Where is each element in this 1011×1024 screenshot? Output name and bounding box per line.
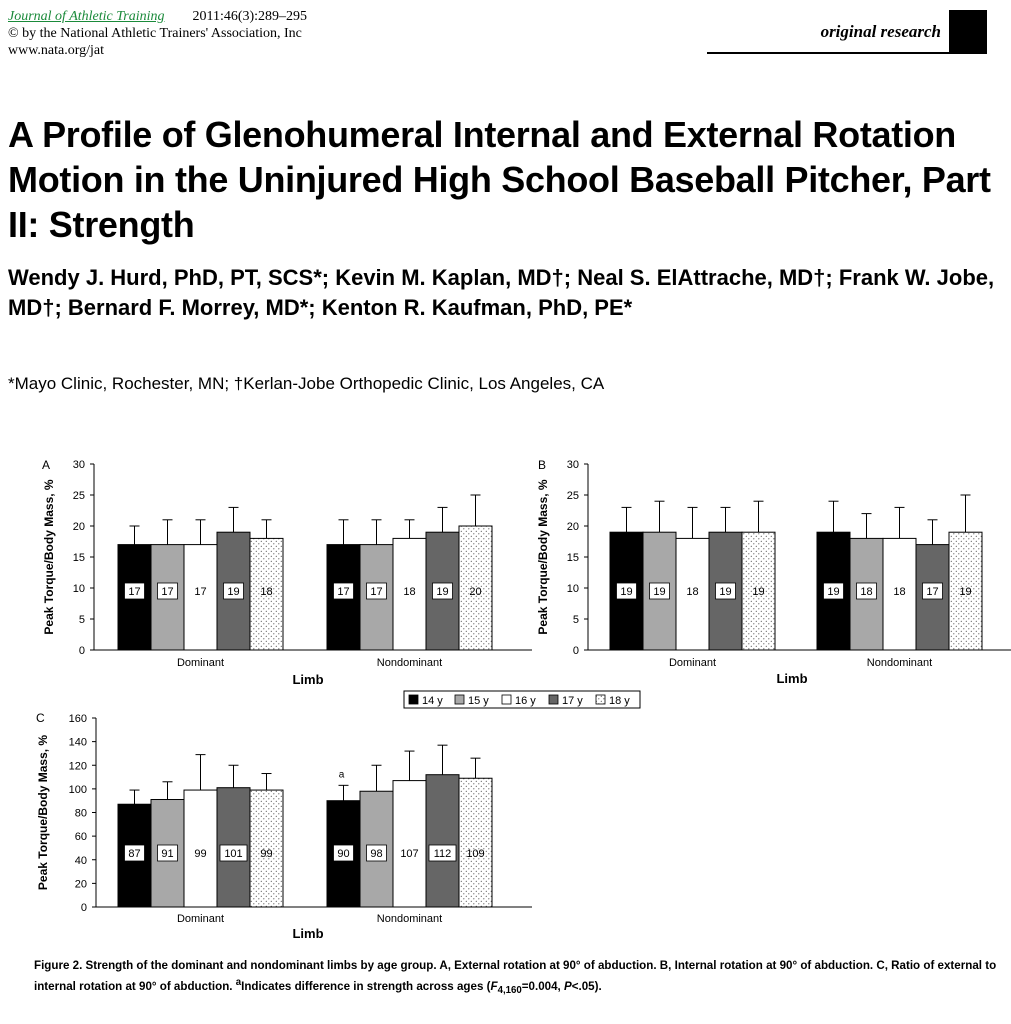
y-tick-label: 10 <box>72 583 85 595</box>
y-tick-label: 25 <box>566 490 579 502</box>
chart-panel-a <box>42 458 532 687</box>
y-tick-label: 80 <box>74 807 87 820</box>
chart-panel-c <box>36 711 532 941</box>
data-label: 19 <box>959 586 972 598</box>
x-axis-label: Limb <box>776 671 808 686</box>
data-label: 98 <box>370 848 383 860</box>
data-label: 18 <box>403 586 416 598</box>
caption-text-2: Indicates difference in strength across ages ( <box>241 979 491 993</box>
x-category-label: Dominant <box>176 913 225 925</box>
data-label: 19 <box>752 586 765 598</box>
journal-url: www.nata.org/jat <box>8 43 105 58</box>
y-tick-label: 30 <box>72 459 85 471</box>
copyright: © by the National Athletic Trainers' Association, Inc <box>8 26 302 41</box>
panel-letter: A <box>42 458 51 472</box>
y-tick-label: 0 <box>80 902 87 914</box>
significance-annotation: a <box>338 769 345 781</box>
y-tick-label: 20 <box>566 521 579 533</box>
y-tick-label: 120 <box>68 760 87 773</box>
y-tick-label: 5 <box>572 614 579 626</box>
y-tick-label: 30 <box>566 459 579 471</box>
data-label: 20 <box>469 586 482 598</box>
data-label: 19 <box>827 586 840 598</box>
x-category-label: Nondominant <box>376 913 443 925</box>
data-label: 17 <box>370 586 383 598</box>
legend-swatch <box>502 695 511 704</box>
section-label: original research <box>820 22 941 41</box>
journal-title[interactable]: Journal of Athletic Training <box>8 9 165 24</box>
data-label: 18 <box>260 586 273 598</box>
y-axis-label: Peak Torque/Body Mass, % <box>36 734 50 891</box>
y-axis-label: Peak Torque/Body Mass, % <box>42 479 56 635</box>
data-label: 112 <box>433 848 452 860</box>
y-tick-label: 0 <box>78 645 85 657</box>
caption-f: F <box>490 979 498 993</box>
legend-swatch <box>409 695 418 704</box>
data-label: 99 <box>260 848 273 860</box>
data-label: 18 <box>860 586 873 598</box>
panel-letter: B <box>538 458 547 472</box>
legend-label: 16 y <box>515 695 536 707</box>
y-tick-label: 25 <box>72 490 85 502</box>
data-label: 90 <box>337 848 350 860</box>
y-tick-label: 160 <box>68 713 87 725</box>
data-label: 17 <box>161 586 174 598</box>
data-label: 19 <box>653 586 666 598</box>
data-label: 19 <box>620 586 633 598</box>
data-label: 101 <box>224 848 243 860</box>
y-tick-label: 140 <box>68 736 87 749</box>
bar <box>426 775 459 907</box>
x-axis-label: Limb <box>292 672 324 687</box>
legend-label: 18 y <box>609 695 630 707</box>
x-axis-label: Limb <box>292 926 324 941</box>
data-label: 18 <box>893 586 906 598</box>
data-label: 17 <box>337 586 350 598</box>
caption-text-1: Figure 2. Strength of the dominant and nondominant limbs by age group. A, External rotation at 90° of abduction. B, Internal rotation at 90° of abduction. C, Ratio of external to internal rotation at 90° of abduction. <box>34 959 997 993</box>
article-authors: Wendy J. Hurd, PhD, PT, SCS*; Kevin M. Kaplan, MD†; Neal S. ElAttrache, MD†; Frank W. Jobe, MD†; Bernard F. Morrey, MD*; Kenton R. Kaufman, PhD, PE* <box>8 265 995 320</box>
y-tick-label: 15 <box>72 552 85 564</box>
y-tick-label: 10 <box>566 583 579 595</box>
x-category-label: Nondominant <box>376 657 443 669</box>
x-category-label: Nondominant <box>866 657 933 669</box>
y-tick-label: 15 <box>566 552 579 564</box>
article-title: A Profile of Glenohumeral Internal and External Rotation Motion in the Uninjured High School Baseball Pitcher, Part II: Strength <box>8 114 991 245</box>
data-label: 17 <box>194 586 207 598</box>
legend-label: 17 y <box>562 695 583 707</box>
citation: 2011:46(3):289–295 <box>192 9 308 24</box>
data-label: 19 <box>719 586 732 598</box>
data-label: 18 <box>686 586 699 598</box>
data-label: 91 <box>161 848 174 860</box>
legend-label: 14 y <box>422 695 443 707</box>
legend-swatch <box>596 695 605 704</box>
y-tick-label: 60 <box>74 831 87 844</box>
caption-text-4: <.05). <box>571 979 602 993</box>
x-category-label: Dominant <box>668 657 717 669</box>
data-label: 19 <box>227 586 240 598</box>
caption-p: P <box>563 979 572 993</box>
legend-swatch <box>455 695 464 704</box>
bar <box>393 781 426 907</box>
y-tick-label: 5 <box>78 614 85 626</box>
caption-f-sub: 4,160 <box>497 985 522 997</box>
y-tick-label: 100 <box>68 783 87 796</box>
legend-label: 15 y <box>468 695 489 707</box>
y-tick-label: 0 <box>572 645 579 657</box>
y-tick-label: 20 <box>72 521 85 533</box>
y-axis-label: Peak Torque/Body Mass, % <box>536 479 550 635</box>
data-label: 17 <box>926 586 939 598</box>
chart-panel-b <box>536 458 1011 686</box>
chart-legend <box>404 691 640 708</box>
data-label: 109 <box>466 848 485 860</box>
caption-sup-a: a <box>235 977 242 988</box>
y-tick-label: 40 <box>74 854 87 867</box>
data-label: 17 <box>128 586 141 598</box>
legend-swatch <box>549 695 558 704</box>
article-affiliations: *Mayo Clinic, Rochester, MN; †Kerlan-Jobe Orthopedic Clinic, Los Angeles, CA <box>8 374 605 393</box>
figure-caption <box>34 957 1009 999</box>
data-label: 107 <box>400 848 419 860</box>
data-label: 19 <box>436 586 449 598</box>
data-label: 99 <box>194 848 207 860</box>
bar <box>459 778 492 907</box>
panel-letter: C <box>36 711 45 725</box>
y-tick-label: 20 <box>74 878 87 891</box>
caption-text-3: =0.004, <box>521 979 564 993</box>
data-label: 87 <box>128 848 141 860</box>
x-category-label: Dominant <box>176 657 225 669</box>
